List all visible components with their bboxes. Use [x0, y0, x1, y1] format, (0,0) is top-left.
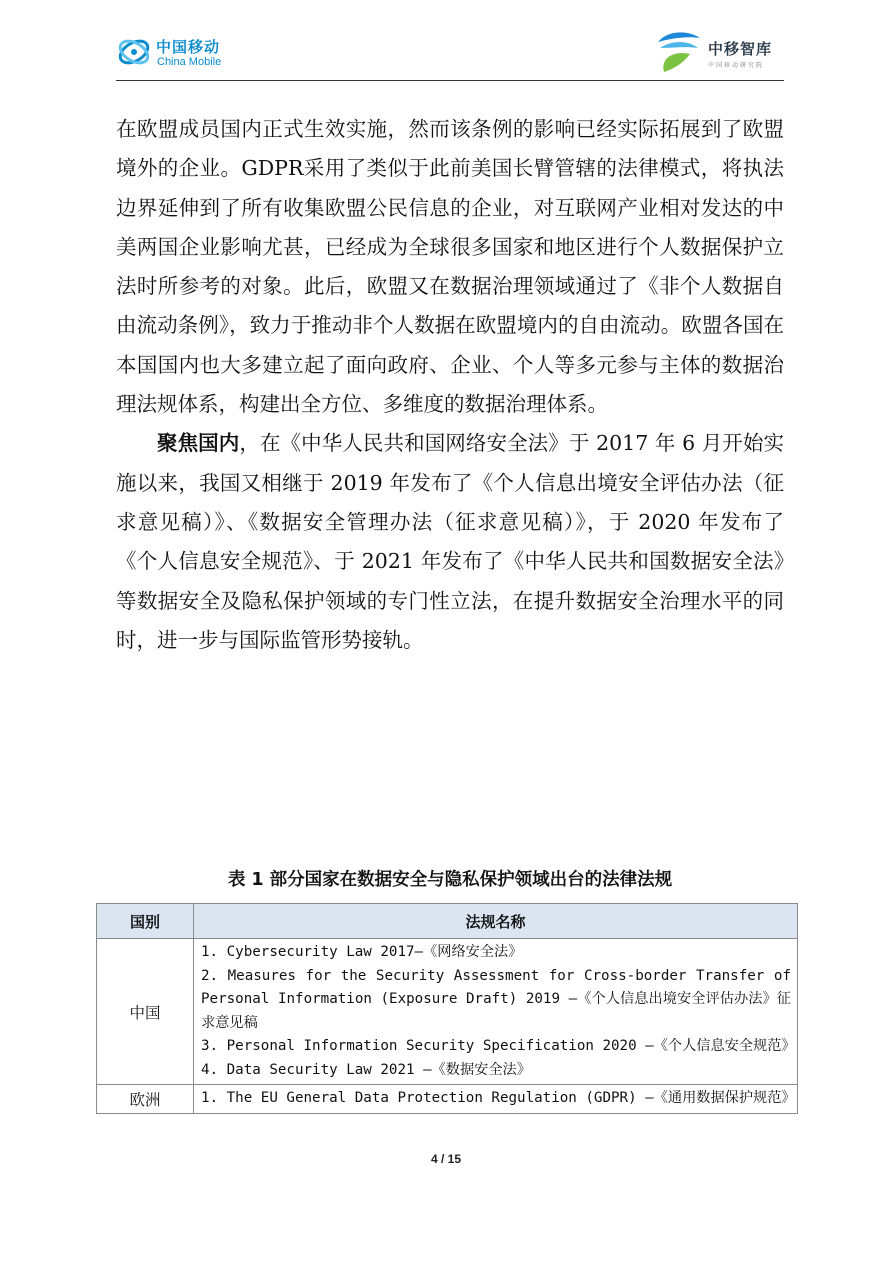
- laws-cell: [194, 939, 798, 1085]
- table-header-row: [97, 904, 798, 939]
- table-row: [97, 939, 798, 1085]
- table-row: [97, 1085, 798, 1114]
- paragraph-1: 在欧盟成员国内正式生效实施，然而该条例的影响已经实际拓展到了欧盟境外的企业。GDPR采用了类似于此前美国长臂管辖的法律模式，将执法边界延伸到了所有收集欧盟公民信息的企业，对互联网产业相对发达的中美两国企业影响尤甚，已经成为全球很多国家和地区进行个人数据保护立法时所参考的对象。此后，欧盟又在数据治理领域通过了《非个人数据自由流动条例》，致力于推动非个人数据在欧盟境内的自由流动。欧盟各国在本国国内也大多建立起了面向政府、企业、个人等多元参与主体的数据治理法规体系，构建出全方位、多维度的数据治理体系。: [116, 117, 784, 417]
- laws-table: [96, 903, 798, 1114]
- country-cell: 中国: [97, 939, 194, 1085]
- think-tank-subtitle: 中国移动研究院: [708, 62, 765, 69]
- table-caption: 表 1 部分国家在数据安全与隐私保护领域出台的法律法规: [227, 870, 673, 890]
- page-header: [116, 28, 784, 80]
- law-item: 3. Personal Information Security Specification 2020 —《个人信息安全规范》: [201, 1038, 796, 1054]
- paragraph-2-text: ，在《中华人民共和国网络安全法》于 2017 年 6 月开始实施以来，我国又相继于 2019 年发布了《个人信息出境安全评估办法（征求意见稿）》、《数据安全管理办法（征求意见稿）》，于 2020 年发布了《个人信息安全规范》、于 2021 年发布了《中华人民共和国数据安全法》等数据安全及隐私保护领域的专门性立法，在提升数据安全治理水平的同时，进一步与国际监管形势接轨。: [116, 431, 784, 652]
- china-mobile-en-name: China Mobile: [157, 56, 222, 68]
- china-mobile-cn-name: 中国移动: [156, 38, 221, 56]
- china-mobile-swirl-icon: [116, 34, 152, 70]
- header-country: 国别: [97, 904, 194, 939]
- cmri-think-tank-logo: [654, 28, 784, 76]
- country-cell: 欧洲: [97, 1085, 194, 1114]
- law-item: 1. The EU General Data Protection Regulation (GDPR) —《通用数据保护规范》: [201, 1090, 796, 1106]
- think-tank-leaf-icon: [654, 28, 704, 76]
- china-mobile-logo: [116, 32, 236, 74]
- law-item: 4. Data Security Law 2021 —《数据安全法》: [201, 1061, 531, 1078]
- paragraph-2-lead: 聚焦国内: [157, 431, 240, 456]
- law-item: 1. Cybersecurity Law 2017—《网络安全法》: [201, 944, 523, 960]
- paragraph-2: [116, 424, 784, 660]
- law-item: 2. Measures for the Security Assessment for Cross-border Transfer of Personal Information (Exposure Draft) 2019 —《个人信息出境安全评估办法》征求意见稿: [201, 967, 791, 1031]
- page-number: 4 / 15: [430, 1152, 462, 1166]
- think-tank-cn-name: 中移智库: [708, 40, 773, 58]
- body-text: [116, 110, 784, 660]
- header-divider: [116, 80, 784, 81]
- laws-cell: [194, 1085, 798, 1114]
- header-laws: 法规名称: [194, 904, 798, 939]
